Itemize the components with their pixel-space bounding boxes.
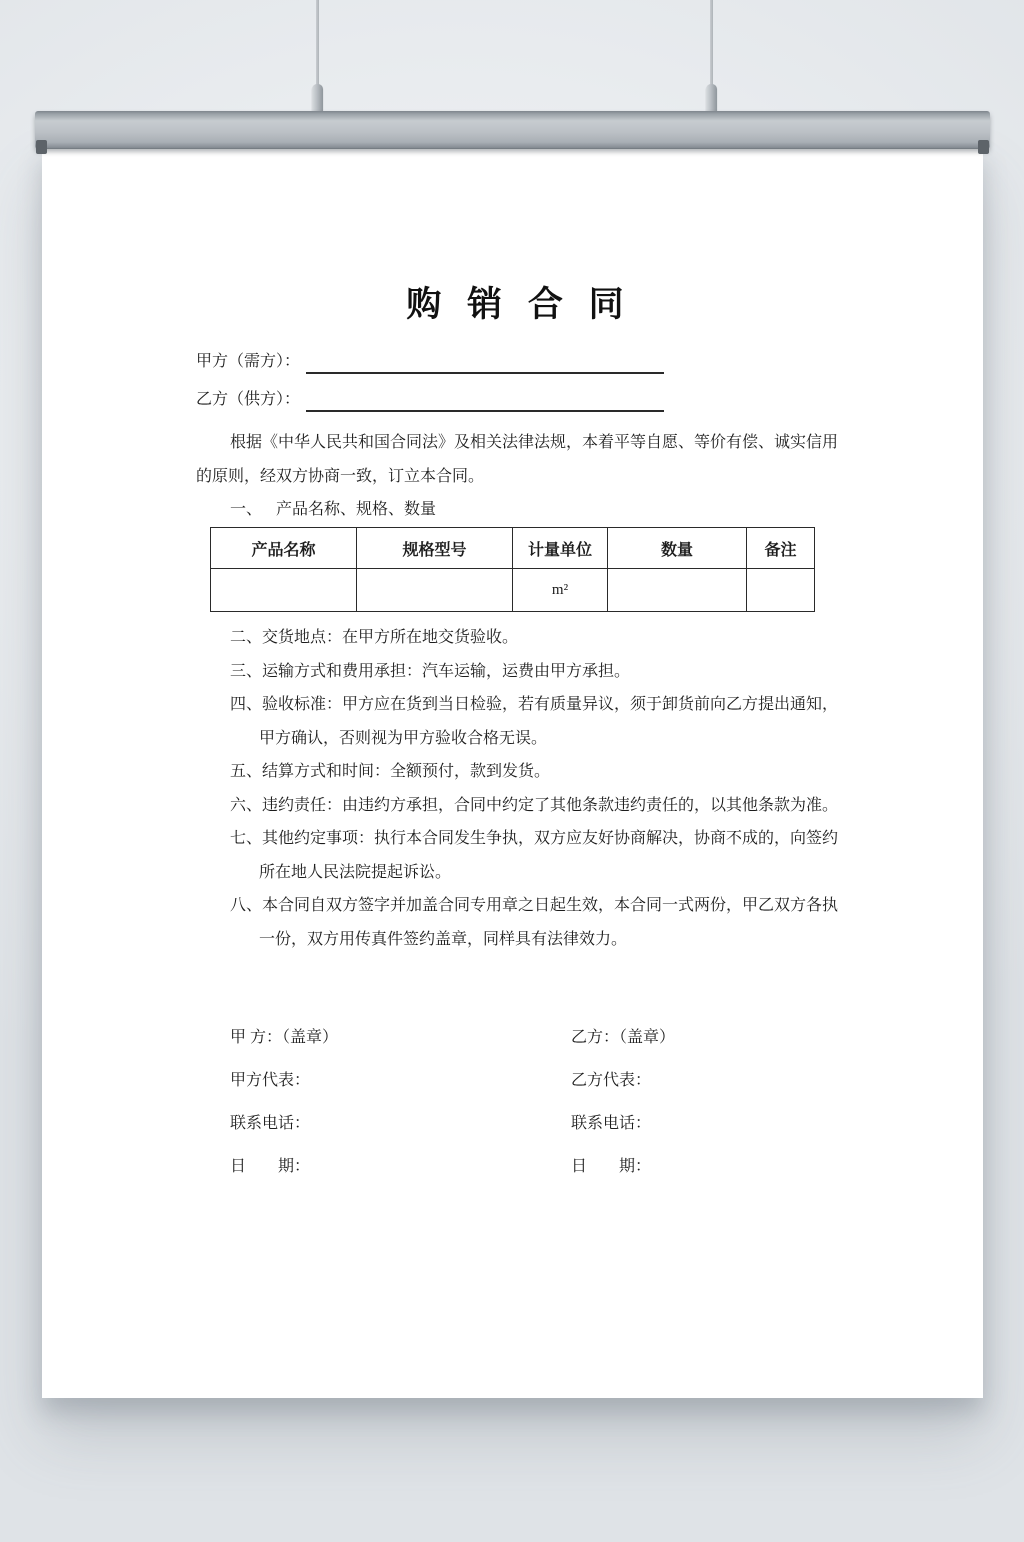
contract-page	[42, 146, 983, 1398]
party-blank-line-buyer	[306, 348, 664, 374]
sig-party-a-representative: 甲方代表：	[230, 1072, 311, 1089]
col-header-quantity: 数量	[608, 528, 747, 569]
clause-5-settlement: 五、结算方式和时间：全额预付，款到发货。	[230, 763, 551, 780]
party-label-buyer: 甲方（需方）：	[196, 353, 301, 370]
cell-spec-model	[357, 569, 513, 612]
party-section	[196, 336, 842, 412]
signature-column-party-b	[571, 1016, 842, 1188]
clause-2-delivery-place: 二、交货地点：在甲方所在地交货验收。	[230, 629, 519, 646]
page-title: 购 销 合 同	[406, 285, 632, 324]
contract-content	[196, 146, 842, 1188]
cell-remarks	[747, 569, 815, 612]
clause-3-transport: 三、运输方式和费用承担：汽车运输，运费由甲方承担。	[230, 662, 631, 680]
clause-8-effectiveness: 八、本合同自双方签字并加盖合同专用章之日起生效，本合同一式两份，甲乙双方各执一份，双方用传真件签约盖章，同样具有法律效力。	[230, 897, 839, 948]
cell-product-name	[211, 569, 357, 612]
party-row-buyer	[196, 336, 842, 374]
hanger-rail	[35, 111, 990, 149]
party-row-seller	[196, 374, 842, 412]
sig-party-a-date: 日 期：	[230, 1158, 311, 1175]
cell-unit: m²	[513, 569, 608, 612]
sig-party-b-phone: 联系电话：	[571, 1115, 652, 1132]
sig-party-b-representative: 乙方代表：	[571, 1072, 652, 1089]
table-header-row	[211, 528, 815, 569]
col-header-product-name: 产品名称	[211, 528, 357, 569]
section-one-number: 一、	[230, 501, 263, 518]
clause-4-acceptance: 四、验收标准：甲方应在货到当日检验，若有质量异议，须于卸货前向乙方提出通知，甲方确认，否则视为甲方验收合格无误。	[230, 696, 839, 747]
party-label-seller: 乙方（供方）：	[196, 391, 301, 408]
section-one-title: 产品名称、规格、数量	[276, 501, 437, 518]
sig-party-a-seal: 甲 方：（盖章）	[230, 1029, 339, 1046]
clause-7-other-matters: 七、其他约定事项：执行本合同发生争执，双方应友好协商解决，协商不成的，向签约所在地人民法院提起诉讼。	[230, 830, 839, 881]
section-one-heading	[196, 494, 842, 525]
col-header-remarks: 备注	[747, 528, 815, 569]
signature-column-party-a	[230, 1016, 571, 1188]
clause-list	[196, 621, 842, 956]
sig-party-a-phone: 联系电话：	[230, 1115, 311, 1132]
preamble-paragraph: 根据《中华人民共和国合同法》及相关法律法规，本着平等自愿、等价有偿、诚实信用的原则，经双方协商一致，订立本合同。	[196, 434, 839, 485]
table-row	[211, 569, 815, 612]
signature-block	[196, 1016, 842, 1188]
clause-6-breach: 六、违约责任：由违约方承担，合同中约定了其他条款违约责任的，以其他条款为准。	[230, 796, 839, 814]
col-header-spec-model: 规格型号	[357, 528, 513, 569]
col-header-unit: 计量单位	[513, 528, 608, 569]
party-blank-line-seller	[306, 386, 664, 412]
cell-quantity	[608, 569, 747, 612]
sig-party-b-seal: 乙方：（盖章）	[571, 1029, 676, 1046]
products-table	[210, 527, 815, 612]
sig-party-b-date: 日 期：	[571, 1158, 652, 1175]
